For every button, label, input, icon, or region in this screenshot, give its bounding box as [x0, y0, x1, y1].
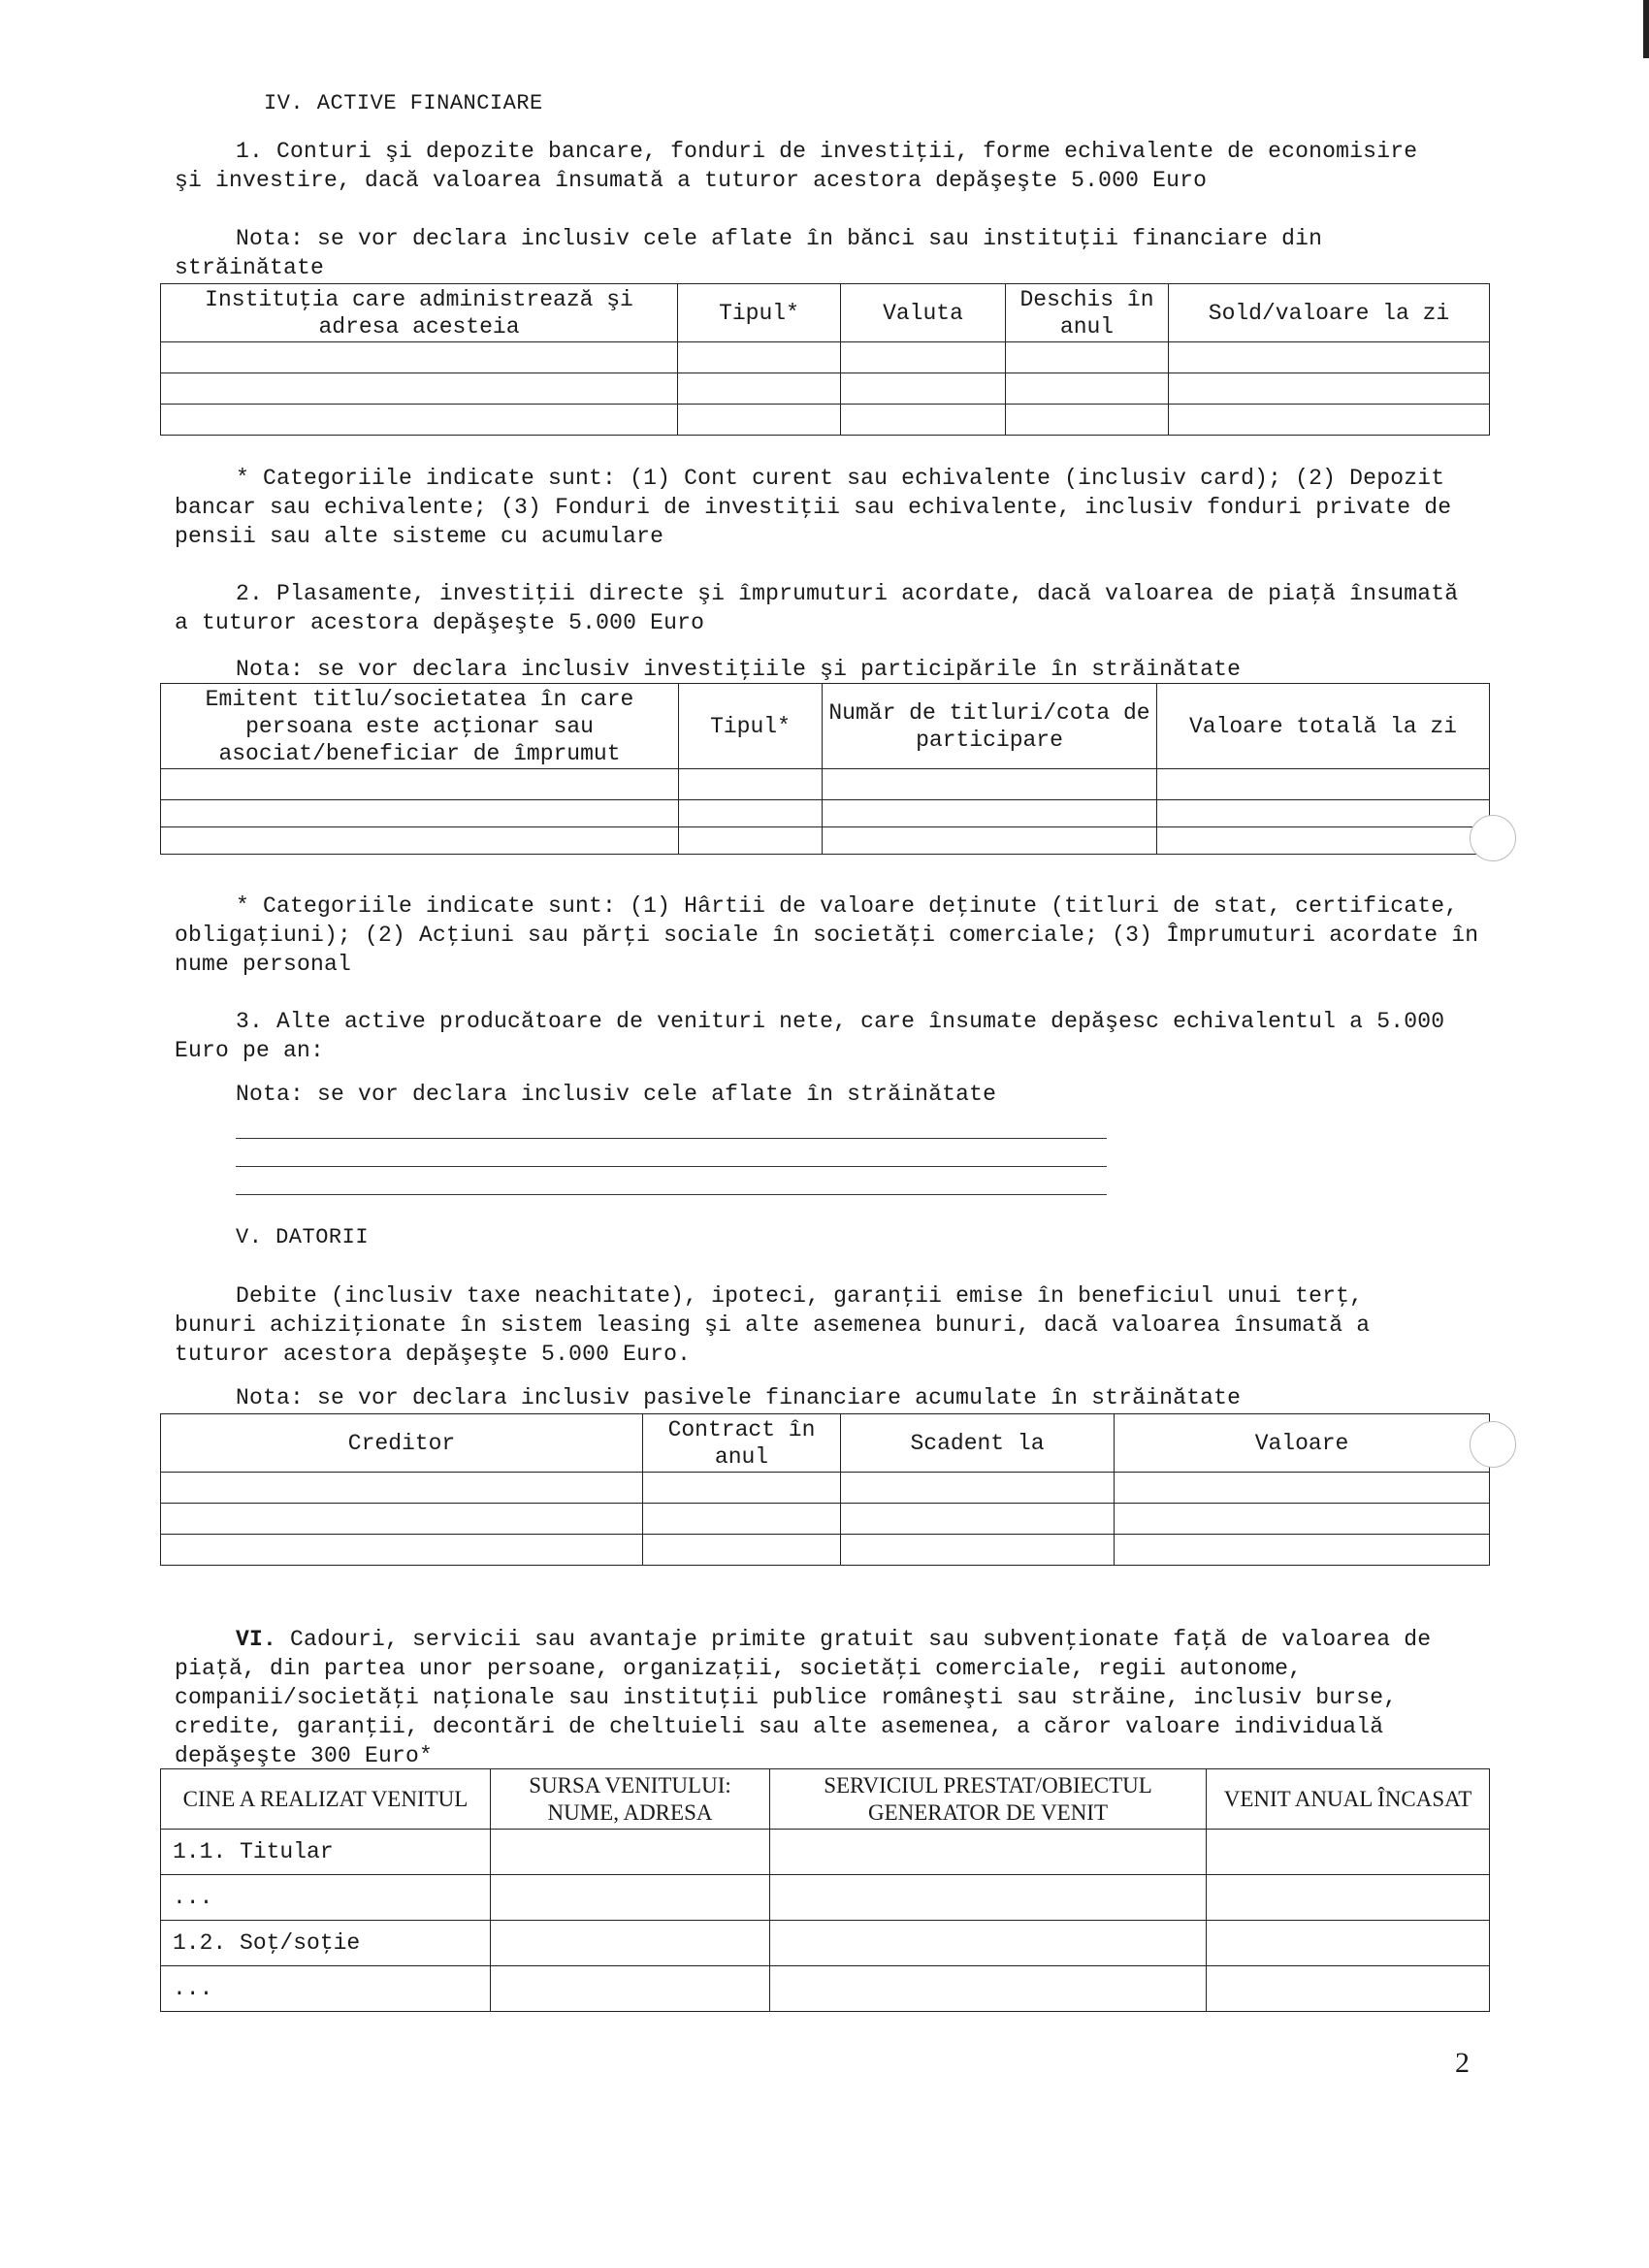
scan-edge-mark [1643, 0, 1649, 58]
col-header-who: CINE A REALIZAT VENITUL [161, 1769, 491, 1830]
section-iv-paragraph-1: 1. Conturi şi depozite bancare, fonduri de investiţii, forme echivalente de economisire şi investire, dacă valoarea însumată a tuturor acestora depăşeşte 5.000 Euro [175, 139, 1418, 193]
table-row [161, 405, 1490, 436]
section-iv-note-2: Nota: se vor declara inclusiv investiţiile şi participările în străinătate [236, 657, 1242, 682]
blank-line [236, 1166, 1107, 1167]
table-row [161, 1830, 1490, 1875]
col-header-balance: Sold/valoare la zi [1169, 284, 1490, 342]
table-row [161, 1875, 1490, 1921]
table-row [161, 769, 1490, 800]
table-row [161, 342, 1490, 373]
col-header-type: Tipul* [679, 684, 823, 769]
col-header-currency: Valuta [841, 284, 1006, 342]
investments-table [160, 683, 1490, 855]
row-label: 1.1. Titular [161, 1830, 491, 1875]
section-vi-paragraph [175, 1625, 1474, 1770]
section-vi-text: Cadouri, servicii sau avantaje primite gratuit sau subvenţionate faţă de valoarea de piaţă, din partea unor persoane, organizaţii, societăţi comerciale, regii autonome, companii/societăţi naţionale sau instituţii publice româneşti sau străine, inclusiv burse, credite, garanţii, decontări de cheltuieli sau alte asemenea, a căror valoare individuală depăşeşte 300 Euro* [175, 1627, 1432, 1768]
table-row [161, 1921, 1490, 1966]
col-header-opened-year: Deschis în anul [1006, 284, 1169, 342]
col-header-service: SERVICIUL PRESTAT/OBIECTUL GENERATOR DE VENIT [770, 1769, 1207, 1830]
section-iv-note-3: Nota: se vor declara inclusiv cele aflate în străinătate [236, 1082, 997, 1107]
row-label: 1.2. Soţ/soţie [161, 1921, 491, 1966]
col-header-shares: Număr de titluri/cota de participare [823, 684, 1157, 769]
section-v-note: Nota: se vor declara inclusiv pasivele financiare acumulate în străinătate [236, 1385, 1242, 1410]
col-header-source: SURSA VENITULUI: NUME, ADRESA [491, 1769, 770, 1830]
page-number: 2 [1455, 2047, 1470, 2079]
bank-accounts-table [160, 283, 1490, 436]
section-v-paragraph: Debite (inclusiv taxe neachitate), ipoteci, garanţii emise în beneficiul unui terţ, bunuri achiziţionate în sistem leasing şi alte asemenea bunuri, dacă valoarea însumată a tuturor acestora depăşeşte 5.000 Euro. [175, 1283, 1371, 1367]
row-label: ... [161, 1875, 491, 1921]
section-v-title: V. DATORII [236, 1225, 370, 1249]
section-iv-footnote-2: * Categoriile indicate sunt: (1) Hârtii de valoare deţinute (titluri de stat, certificate, obligaţiuni); (2) Acţiuni sau părţi sociale în societăţi comerciale; (3) Împrumuturi acordate în nume personal [175, 893, 1479, 977]
col-header-total-value: Valoare totală la zi [1157, 684, 1490, 769]
col-header-contract-year: Contract în anul [643, 1414, 841, 1473]
section-iv-note-1: Nota: se vor declara inclusiv cele aflate în bănci sau instituţii financiare din străinătate [175, 226, 1323, 280]
section-iv-paragraph-3: 3. Alte active producătoare de venituri nete, care însumate depăşesc echivalentul a 5.000 Euro pe an: [175, 1009, 1445, 1063]
table-row [161, 373, 1490, 405]
blank-line [236, 1194, 1107, 1195]
col-header-creditor: Creditor [161, 1414, 643, 1473]
punch-hole [1470, 1421, 1516, 1468]
col-header-annual-income: VENIT ANUAL ÎNCASAT [1207, 1769, 1490, 1830]
section-iv-title: IV. ACTIVE FINANCIARE [264, 91, 543, 115]
section-vi-number: VI. [236, 1627, 277, 1652]
section-iv-paragraph-2: 2. Plasamente, investiţii directe şi împrumuturi acordate, dacă valoarea de piaţă însumată a tuturor acestora depăşeşte 5.000 Euro [175, 581, 1459, 635]
table-row [161, 1966, 1490, 2012]
punch-hole [1470, 815, 1516, 861]
debts-table [160, 1413, 1490, 1566]
table-row [161, 1473, 1490, 1504]
section-iv-footnote-1: * Categoriile indicate sunt: (1) Cont curent sau echivalente (inclusiv card); (2) Depozit bancar sau echivalente; (3) Fonduri de investiţii sau echivalente, inclusiv fonduri private de pensii sau alte sisteme cu acumulare [175, 466, 1452, 549]
table-row [161, 827, 1490, 855]
col-header-issuer: Emitent titlu/societatea în care persoana este acţionar sau asociat/beneficiar de împrumut [161, 684, 679, 769]
gifts-table [160, 1768, 1490, 2012]
table-row [161, 1535, 1490, 1566]
table-row [161, 800, 1490, 827]
row-label: ... [161, 1966, 491, 2012]
blank-line [236, 1138, 1107, 1139]
col-header-institution: Instituţia care administrează şi adresa acesteia [161, 284, 678, 342]
table-row [161, 1504, 1490, 1535]
col-header-type: Tipul* [678, 284, 841, 342]
col-header-value: Valoare [1115, 1414, 1490, 1473]
col-header-due-date: Scadent la [841, 1414, 1115, 1473]
